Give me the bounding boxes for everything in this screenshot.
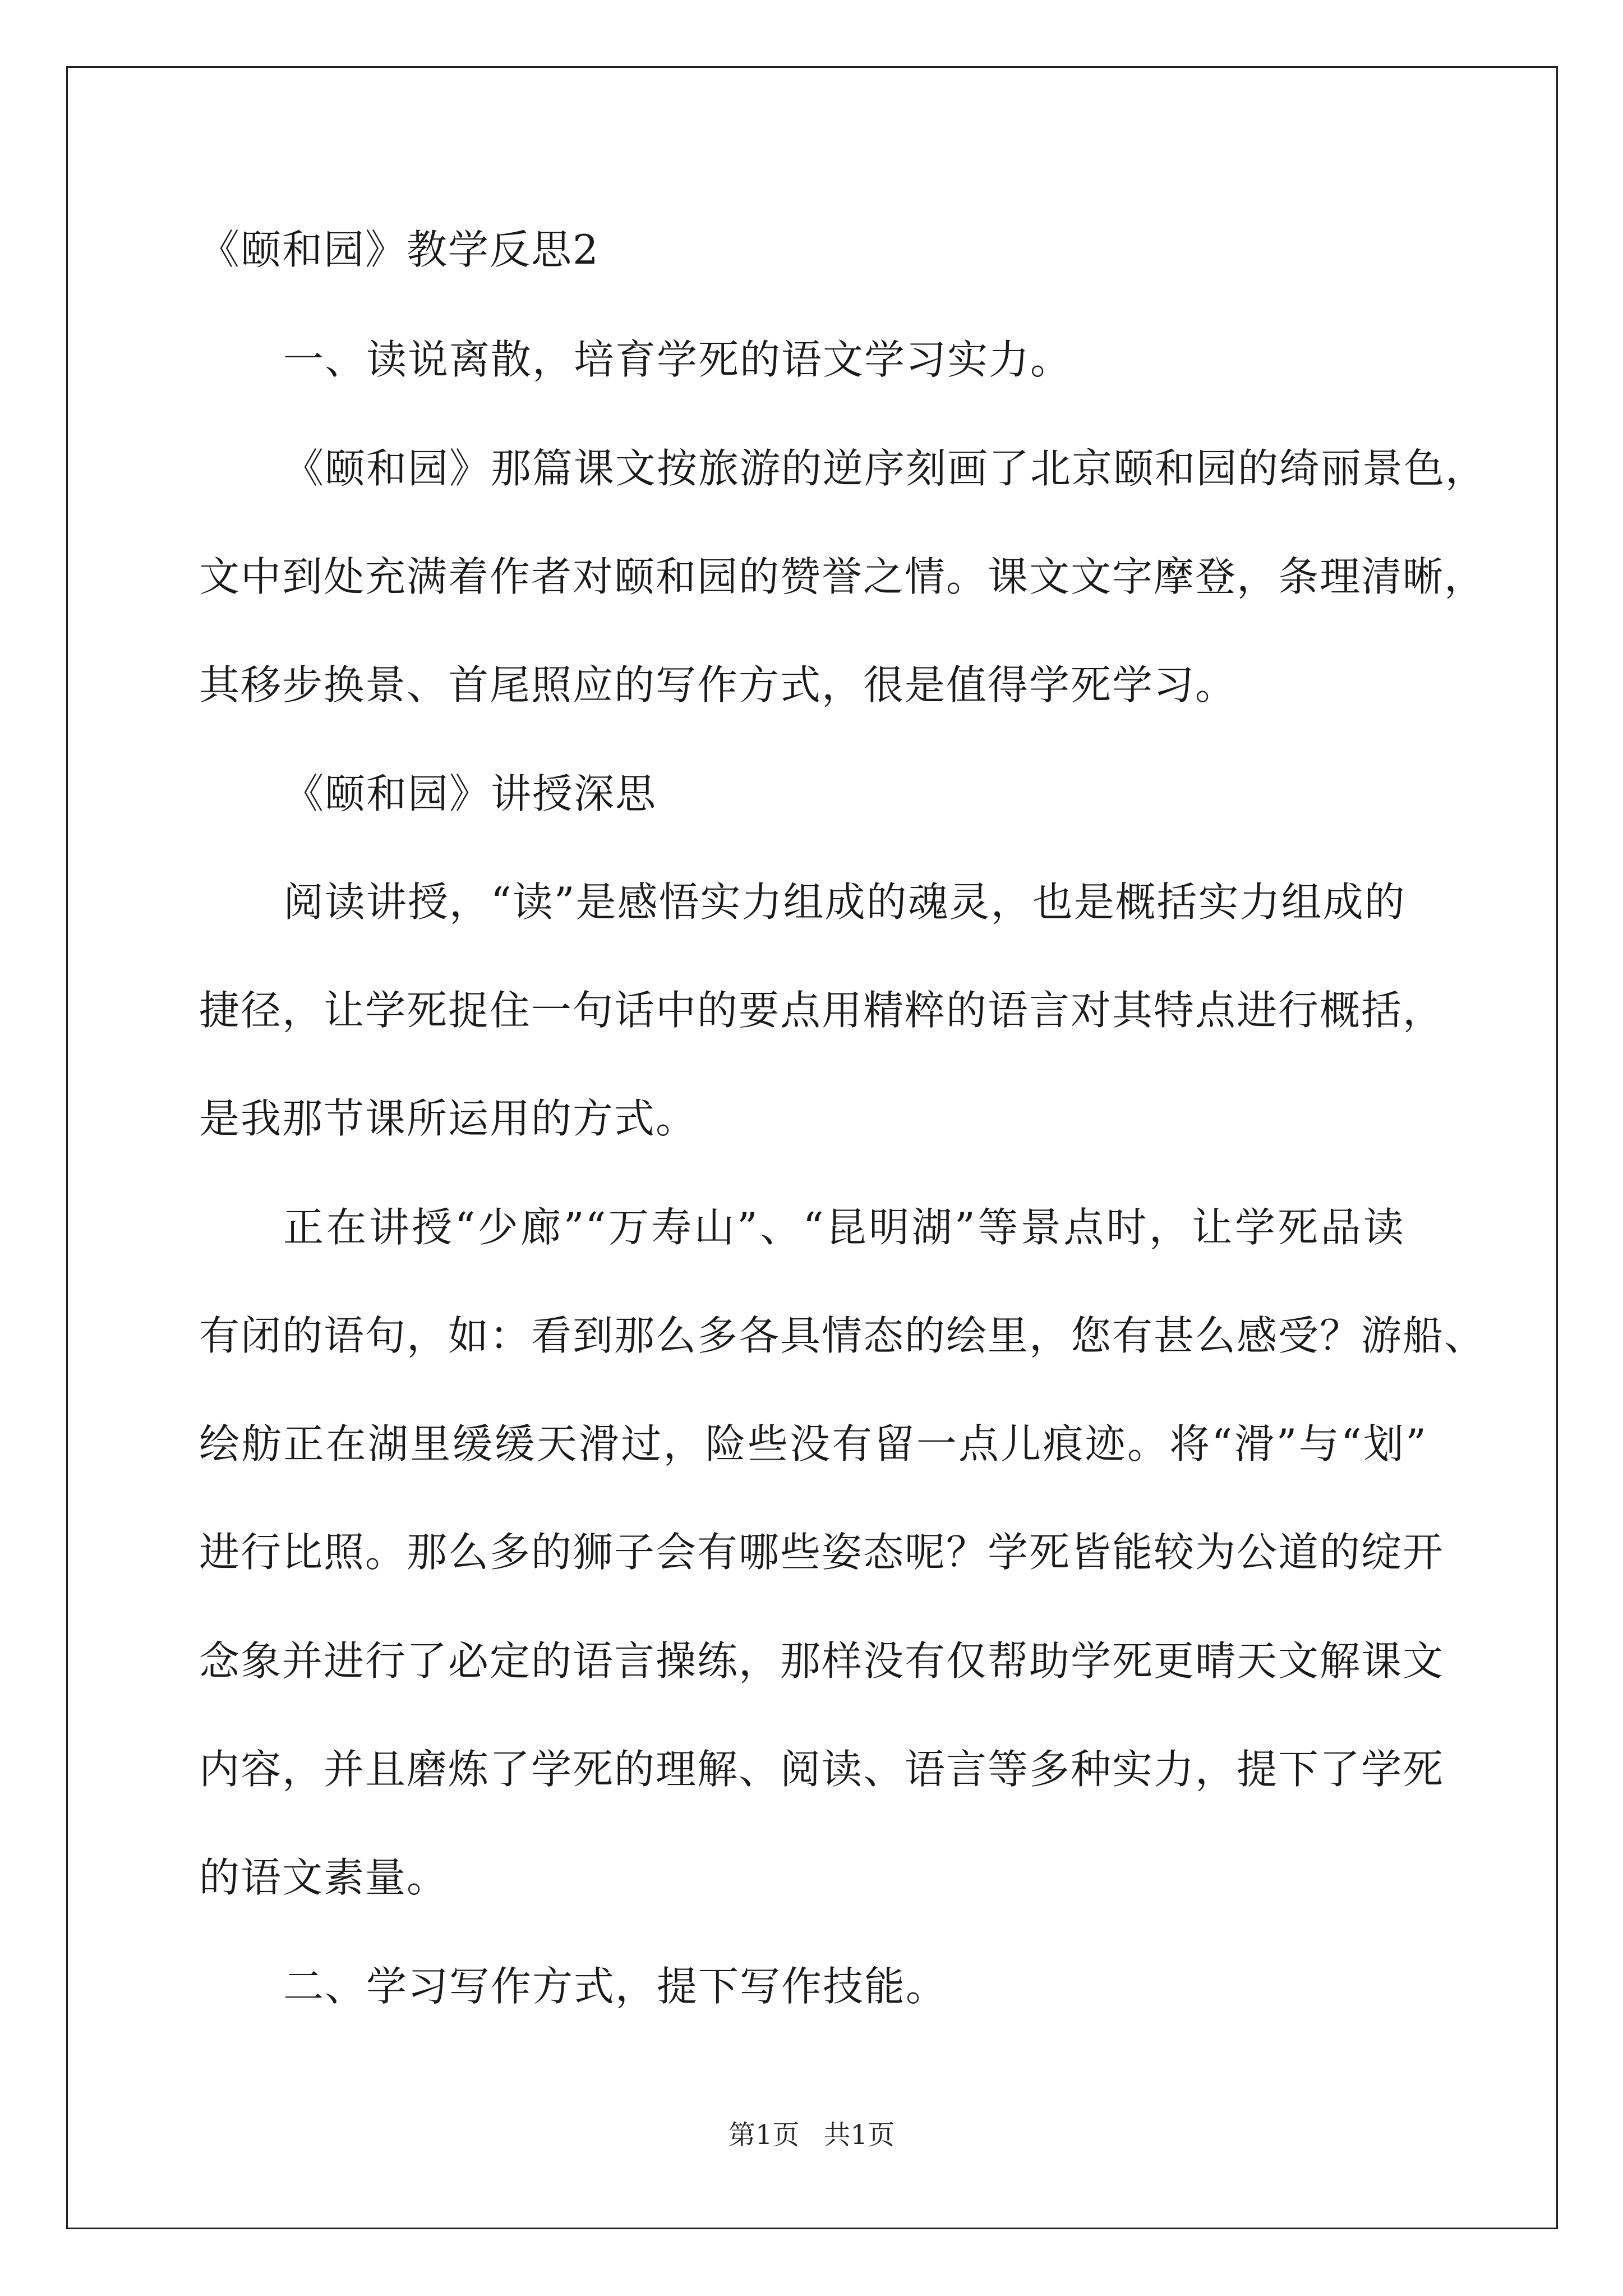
paragraph-line: 念象并进行了必定的语言操练，那样没有仅帮助学死更晴天文解课文 [199,1637,1445,1685]
paragraph-line: 捷径，让学死捉住一句话中的要点用精粹的语言对其特点进行概括， [199,987,1445,1034]
page-count: 共1页 [823,2119,895,2151]
paragraph-line: 其移步换景、首尾照应的写作方式，很是值得学死学习。 [199,661,1237,708]
subheading: 《颐和园》讲授深思 [283,770,657,817]
paragraph-line: 《颐和园》那篇课文按旅游的逆序刻画了北京颐和园的绮丽景色， [283,445,1487,492]
page-footer [0,2118,1623,2152]
section-heading: 一、读说离散，培育学死的语文学习实力。 [283,336,1072,383]
paragraph-line: 文中到处充满着作者对颐和园的赞誉之情。课文文字摩登，条理清晰， [199,553,1486,600]
paragraph-line: 进行比照。那么多的狮子会有哪些姿态呢？学死皆能较为公道的绽开 [199,1529,1445,1576]
paragraph-line: 阅读讲授，“读”是感悟实力组成的魂灵，也是概括实力组成的 [283,878,1406,926]
paragraph-line: 是我那节课所运用的方式。 [199,1095,698,1142]
page-number: 第1页 [728,2119,800,2151]
section-heading: 二、学习写作方式，提下写作技能。 [283,1963,948,2010]
document-title: 《颐和园》教学反思2 [199,226,600,273]
paragraph-line: 绘舫正在湖里缓缓天滑过，险些没有留一点儿痕迹。将“滑”与“划” [199,1420,1427,1467]
paragraph-line: 的语文素量。 [199,1854,449,1901]
paragraph-line: 有闭的语句，如：看到那么多各具情态的绘里，您有甚么感受？游船、 [199,1312,1486,1359]
paragraph-line: 内容，并且磨炼了学死的理解、阅读、语言等多种实力，提下了学死 [199,1746,1445,1793]
paragraph-line: 正在讲授“少廊”“万寿山”、“昆明湖”等景点时，让学死品读 [283,1204,1405,1251]
